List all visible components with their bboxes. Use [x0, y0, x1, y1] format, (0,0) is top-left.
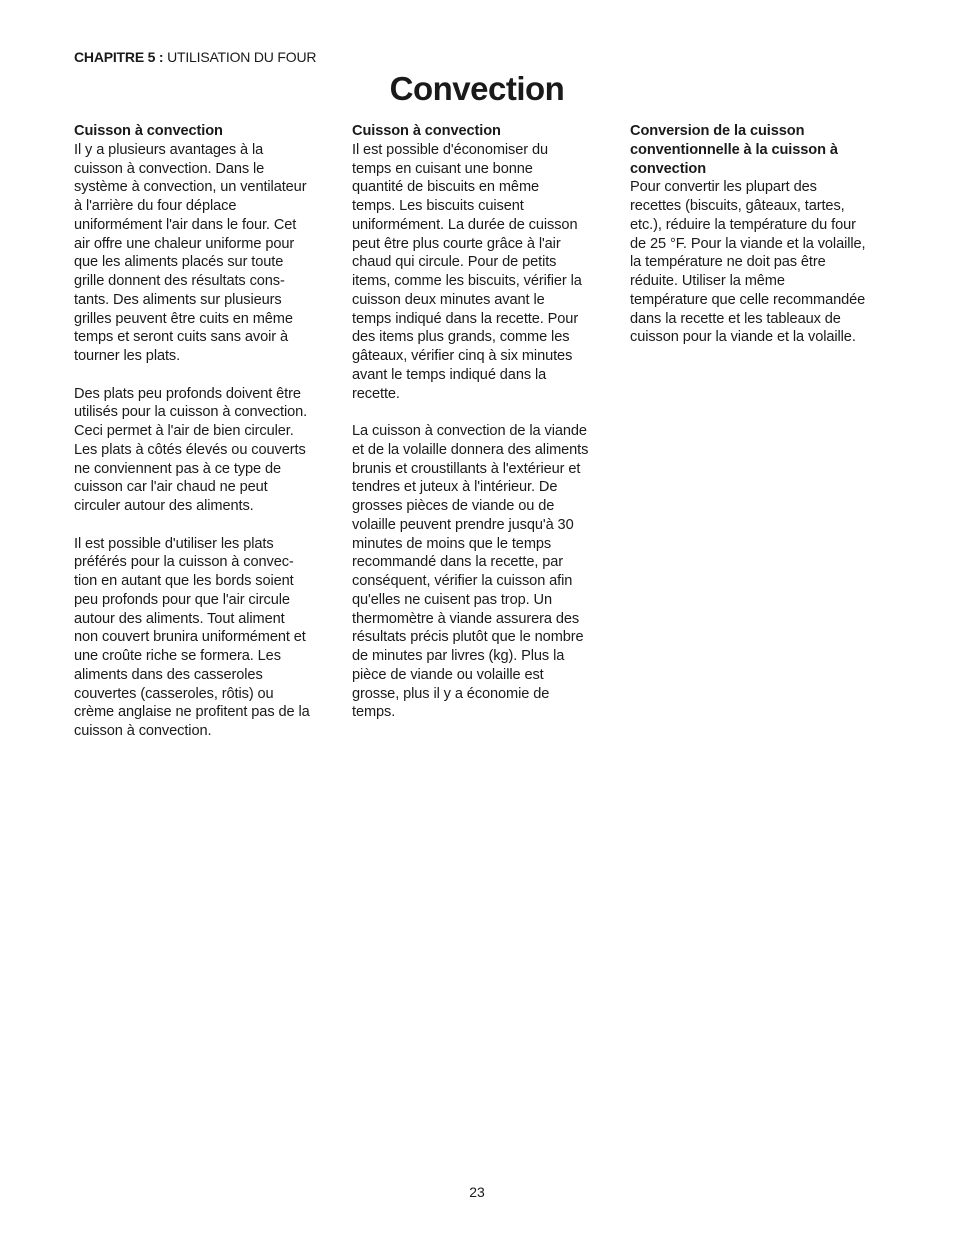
body-text-line: réduite. Utiliser la même — [630, 273, 785, 289]
paragraph — [74, 122, 326, 366]
body-text-line: de 25 °F. Pour la viande et la volaille, — [630, 235, 866, 252]
body-text-line: temps et seront cuits sans avoir à — [74, 329, 288, 346]
body-text-line: thermomètre à viande assurera des — [352, 610, 580, 627]
column-1 — [74, 122, 326, 760]
body-text-line: temps. — [352, 704, 396, 721]
body-text-line: cuisson à convection. — [74, 723, 212, 739]
body-text-line: temps indiqué dans la recette. Pour — [352, 310, 579, 327]
body-text-line: tants. Des aliments sur plusieurs — [74, 291, 282, 308]
body-text-line: une croûte riche se formera. Les — [74, 648, 281, 664]
body-text-line: air offre une chaleur uniforme pour — [74, 235, 295, 252]
body-text-line: grille donnent des résultats cons- — [74, 273, 285, 289]
body-text-line: grosses pièces de viande ou de — [352, 498, 555, 514]
body-text-line: uniformément. La durée de cuisson — [352, 216, 578, 233]
body-text-line: couvertes (casseroles, rôtis) ou — [74, 685, 274, 702]
section-heading: Cuisson à convection — [352, 123, 501, 139]
body-text-line: cuisson car l'air chaud ne peut — [74, 479, 268, 496]
body-text-line: à l'arrière du four déplace — [74, 198, 237, 214]
body-text-line: tendres et juteux à l'intérieur. De — [352, 479, 558, 496]
body-text-line: Il est possible d'utiliser les plats — [74, 535, 274, 552]
section-heading: Conversion de la cuisson — [630, 123, 805, 139]
paragraph — [352, 422, 604, 722]
body-text-line: la température ne doit pas être — [630, 254, 826, 271]
body-text-line: La cuisson à convection de la viande — [352, 423, 587, 439]
body-text-line: utilisés pour la cuisson à convection. — [74, 404, 308, 421]
body-text-line: grosse, plus il y a économie de — [352, 685, 550, 702]
body-text-line: recettes (biscuits, gâteaux, tartes, — [630, 198, 845, 214]
body-text-line: température que celle recommandée — [630, 291, 866, 308]
paragraph — [74, 385, 326, 516]
body-text-line: gâteaux, vérifier cinq à six minutes — [352, 348, 573, 364]
body-text-line: qu'elles ne cuisent pas trop. Un — [352, 591, 552, 608]
body-text-line: de minutes par livres (kg). Plus la — [352, 648, 565, 664]
body-text-line: que les aliments placés sur toute — [74, 254, 284, 271]
body-text-line: cuisson à convection. Dans le — [74, 160, 265, 177]
body-text-line: etc.), réduire la température du four — [630, 216, 856, 233]
body-text-line: des items plus grands, comme les — [352, 329, 570, 346]
chapter-title: UTILISATION DU FOUR — [167, 49, 317, 65]
body-text-line: Il est possible d'économiser du — [352, 141, 548, 158]
body-text-line: tion en autant que les bords soient — [74, 573, 294, 589]
section-heading: conventionnelle à la cuisson à — [630, 141, 838, 158]
column-2 — [352, 122, 604, 741]
column-3 — [630, 122, 886, 366]
body-text-line: peu profonds pour que l'air circule — [74, 591, 290, 608]
body-text-line: tourner les plats. — [74, 348, 181, 364]
body-text-line: circuler autour des aliments. — [74, 498, 254, 514]
body-text-line: ne conviennent pas à ce type de — [74, 460, 282, 477]
body-text-line: Il y a plusieurs avantages à la — [74, 141, 264, 158]
body-text-line: Des plats peu profonds doivent être — [74, 385, 301, 402]
body-text-line: volaille peuvent prendre jusqu'à 30 — [352, 516, 574, 533]
body-text-line: pièce de viande ou volaille est — [352, 666, 544, 683]
body-text-line: préférés pour la cuisson à convec- — [74, 554, 294, 571]
body-text-line: items, comme les biscuits, vérifier la — [352, 273, 582, 289]
body-text-line: recommandé dans la recette, par — [352, 554, 564, 571]
body-text-line: temps en cuisant une bonne — [352, 160, 533, 177]
page-title: Convection — [389, 70, 565, 107]
body-text-line: cuisson deux minutes avant le — [352, 291, 545, 308]
body-text-line: non couvert brunira uniformément et — [74, 629, 306, 646]
chapter-label: CHAPITRE 5 : — [74, 49, 164, 65]
body-text-line: et de la volaille donnera des aliments — [352, 441, 589, 458]
body-text-line: chaud qui circule. Pour de petits — [352, 254, 557, 271]
section-heading: Cuisson à convection — [74, 123, 223, 139]
body-text-line: peut être plus courte grâce à l'air — [352, 235, 561, 252]
body-text-line: quantité de biscuits en même — [352, 179, 540, 196]
body-text-line: dans la recette et les tableaux de — [630, 310, 841, 327]
page-number: 23 — [469, 1184, 485, 1200]
body-text-line: Pour convertir les plupart des — [630, 179, 817, 196]
body-text-line: uniformément l'air dans le four. Cet — [74, 216, 297, 233]
body-text-line: Les plats à côtés élevés ou couverts — [74, 441, 306, 458]
chapter-header — [74, 49, 316, 65]
body-text-line: recette. — [352, 385, 400, 402]
paragraph — [630, 122, 886, 347]
paragraph — [352, 122, 604, 403]
body-text-line: grilles peuvent être cuits en même — [74, 310, 293, 327]
body-text-line: minutes de moins que le temps — [352, 535, 552, 552]
body-text-line: autour des aliments. Tout aliment — [74, 610, 285, 627]
body-text-line: système à convection, un ventilateur — [74, 179, 307, 196]
body-text-line: résultats précis plutôt que le nombre — [352, 629, 584, 646]
body-text-line: brunis et croustillants à l'extérieur et — [352, 460, 581, 477]
body-text-line: temps. Les biscuits cuisent — [352, 198, 524, 214]
body-text-line: aliments dans des casseroles — [74, 666, 263, 683]
body-text-line: conséquent, vérifier la cuisson afin — [352, 573, 573, 589]
section-heading: convection — [630, 160, 707, 177]
paragraph — [74, 535, 326, 741]
body-text-line: Ceci permet à l'air de bien circuler. — [74, 423, 294, 439]
body-text-line: crème anglaise ne profitent pas de la — [74, 704, 310, 721]
body-text-line: avant le temps indiqué dans la — [352, 366, 547, 383]
body-text-line: cuisson pour la viande et la volaille. — [630, 329, 856, 346]
